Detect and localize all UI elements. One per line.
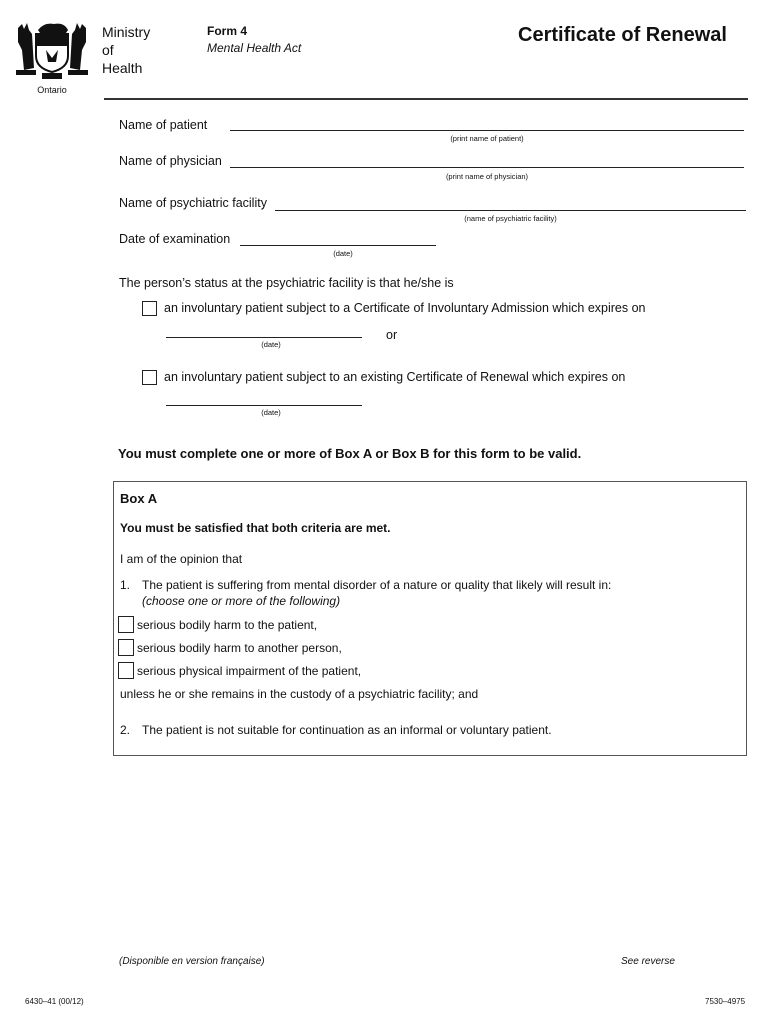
option2-date-caption: (date) (261, 408, 281, 417)
patient-caption: (print name of patient) (450, 134, 524, 143)
box-a-subtitle: You must be satisfied that both criteria are met. (120, 521, 391, 535)
harm-to-others-checkbox[interactable] (118, 639, 134, 656)
choice-text: serious physical impairment of the patient, (137, 664, 362, 678)
harm-to-patient-checkbox[interactable] (118, 616, 134, 633)
form-code-right: 7530–4975 (705, 997, 746, 1006)
page-title: Certificate of Renewal (518, 24, 727, 46)
box-a (113, 481, 747, 756)
form-code-left: 6430–41 (00/12) (25, 997, 84, 1006)
ministry-line: of (102, 42, 114, 58)
option1-date-field[interactable] (166, 337, 362, 338)
header-divider (104, 98, 748, 100)
facility-name-field[interactable] (275, 210, 746, 211)
physician-label: Name of physician (119, 154, 222, 168)
coat-of-arms-icon (14, 20, 90, 80)
choice-text: serious bodily harm to another person, (137, 641, 342, 655)
patient-label: Name of patient (119, 118, 208, 132)
existing-renewal-checkbox[interactable] (142, 370, 157, 385)
ontario-coat-of-arms-logo (14, 20, 90, 95)
facility-label: Name of psychiatric facility (119, 196, 267, 210)
item1-number: 1. (120, 578, 131, 592)
option2-date-field[interactable] (166, 405, 362, 406)
facility-caption: (name of psychiatric facility) (464, 214, 557, 223)
exam-date-caption: (date) (333, 249, 353, 258)
involuntary-admission-checkbox[interactable] (142, 301, 157, 316)
physical-impairment-checkbox[interactable] (118, 662, 134, 679)
box-a-title: Box A (120, 491, 158, 506)
status-intro: The person’s status at the psychiatric facility is that he/she is (119, 276, 454, 290)
option1-text: an involuntary patient subject to a Certificate of Involuntary Admission which expires on (164, 301, 646, 315)
option1-date-caption: (date) (261, 340, 281, 349)
item2-text: The patient is not suitable for continuation as an informal or voluntary patient. (142, 723, 552, 737)
option2-text: an involuntary patient subject to an existing Certificate of Renewal which expires on (164, 370, 626, 384)
exam-date-label: Date of examination (119, 232, 231, 246)
item2-number: 2. (120, 723, 131, 737)
opinion-text: I am of the opinion that (120, 552, 243, 566)
ontario-wordmark: Ontario (37, 85, 67, 95)
item1-text: The patient is suffering from mental disorder of a nature or quality that likely will result in: (142, 578, 612, 592)
ministry-name (102, 23, 150, 77)
patient-name-field[interactable] (230, 130, 744, 131)
physician-name-field[interactable] (230, 167, 744, 168)
unless-text: unless he or she remains in the custody of a psychiatric facility; and (120, 687, 479, 701)
form-number: Form 4 (207, 24, 248, 38)
act-name: Mental Health Act (207, 41, 302, 55)
physician-caption: (print name of physician) (445, 172, 529, 181)
validity-instruction: You must complete one or more of Box A or Box B for this form to be valid. (118, 446, 582, 461)
ministry-line: Health (102, 60, 143, 76)
or-text: or (386, 328, 398, 342)
choice-text: serious bodily harm to the patient, (137, 618, 318, 632)
item1-hint: (choose one or more of the following) (142, 594, 341, 608)
see-reverse-note: See reverse (621, 956, 675, 967)
ministry-line: Ministry (102, 24, 151, 40)
french-version-note: (Disponible en version française) (119, 956, 265, 967)
exam-date-field[interactable] (240, 245, 436, 246)
